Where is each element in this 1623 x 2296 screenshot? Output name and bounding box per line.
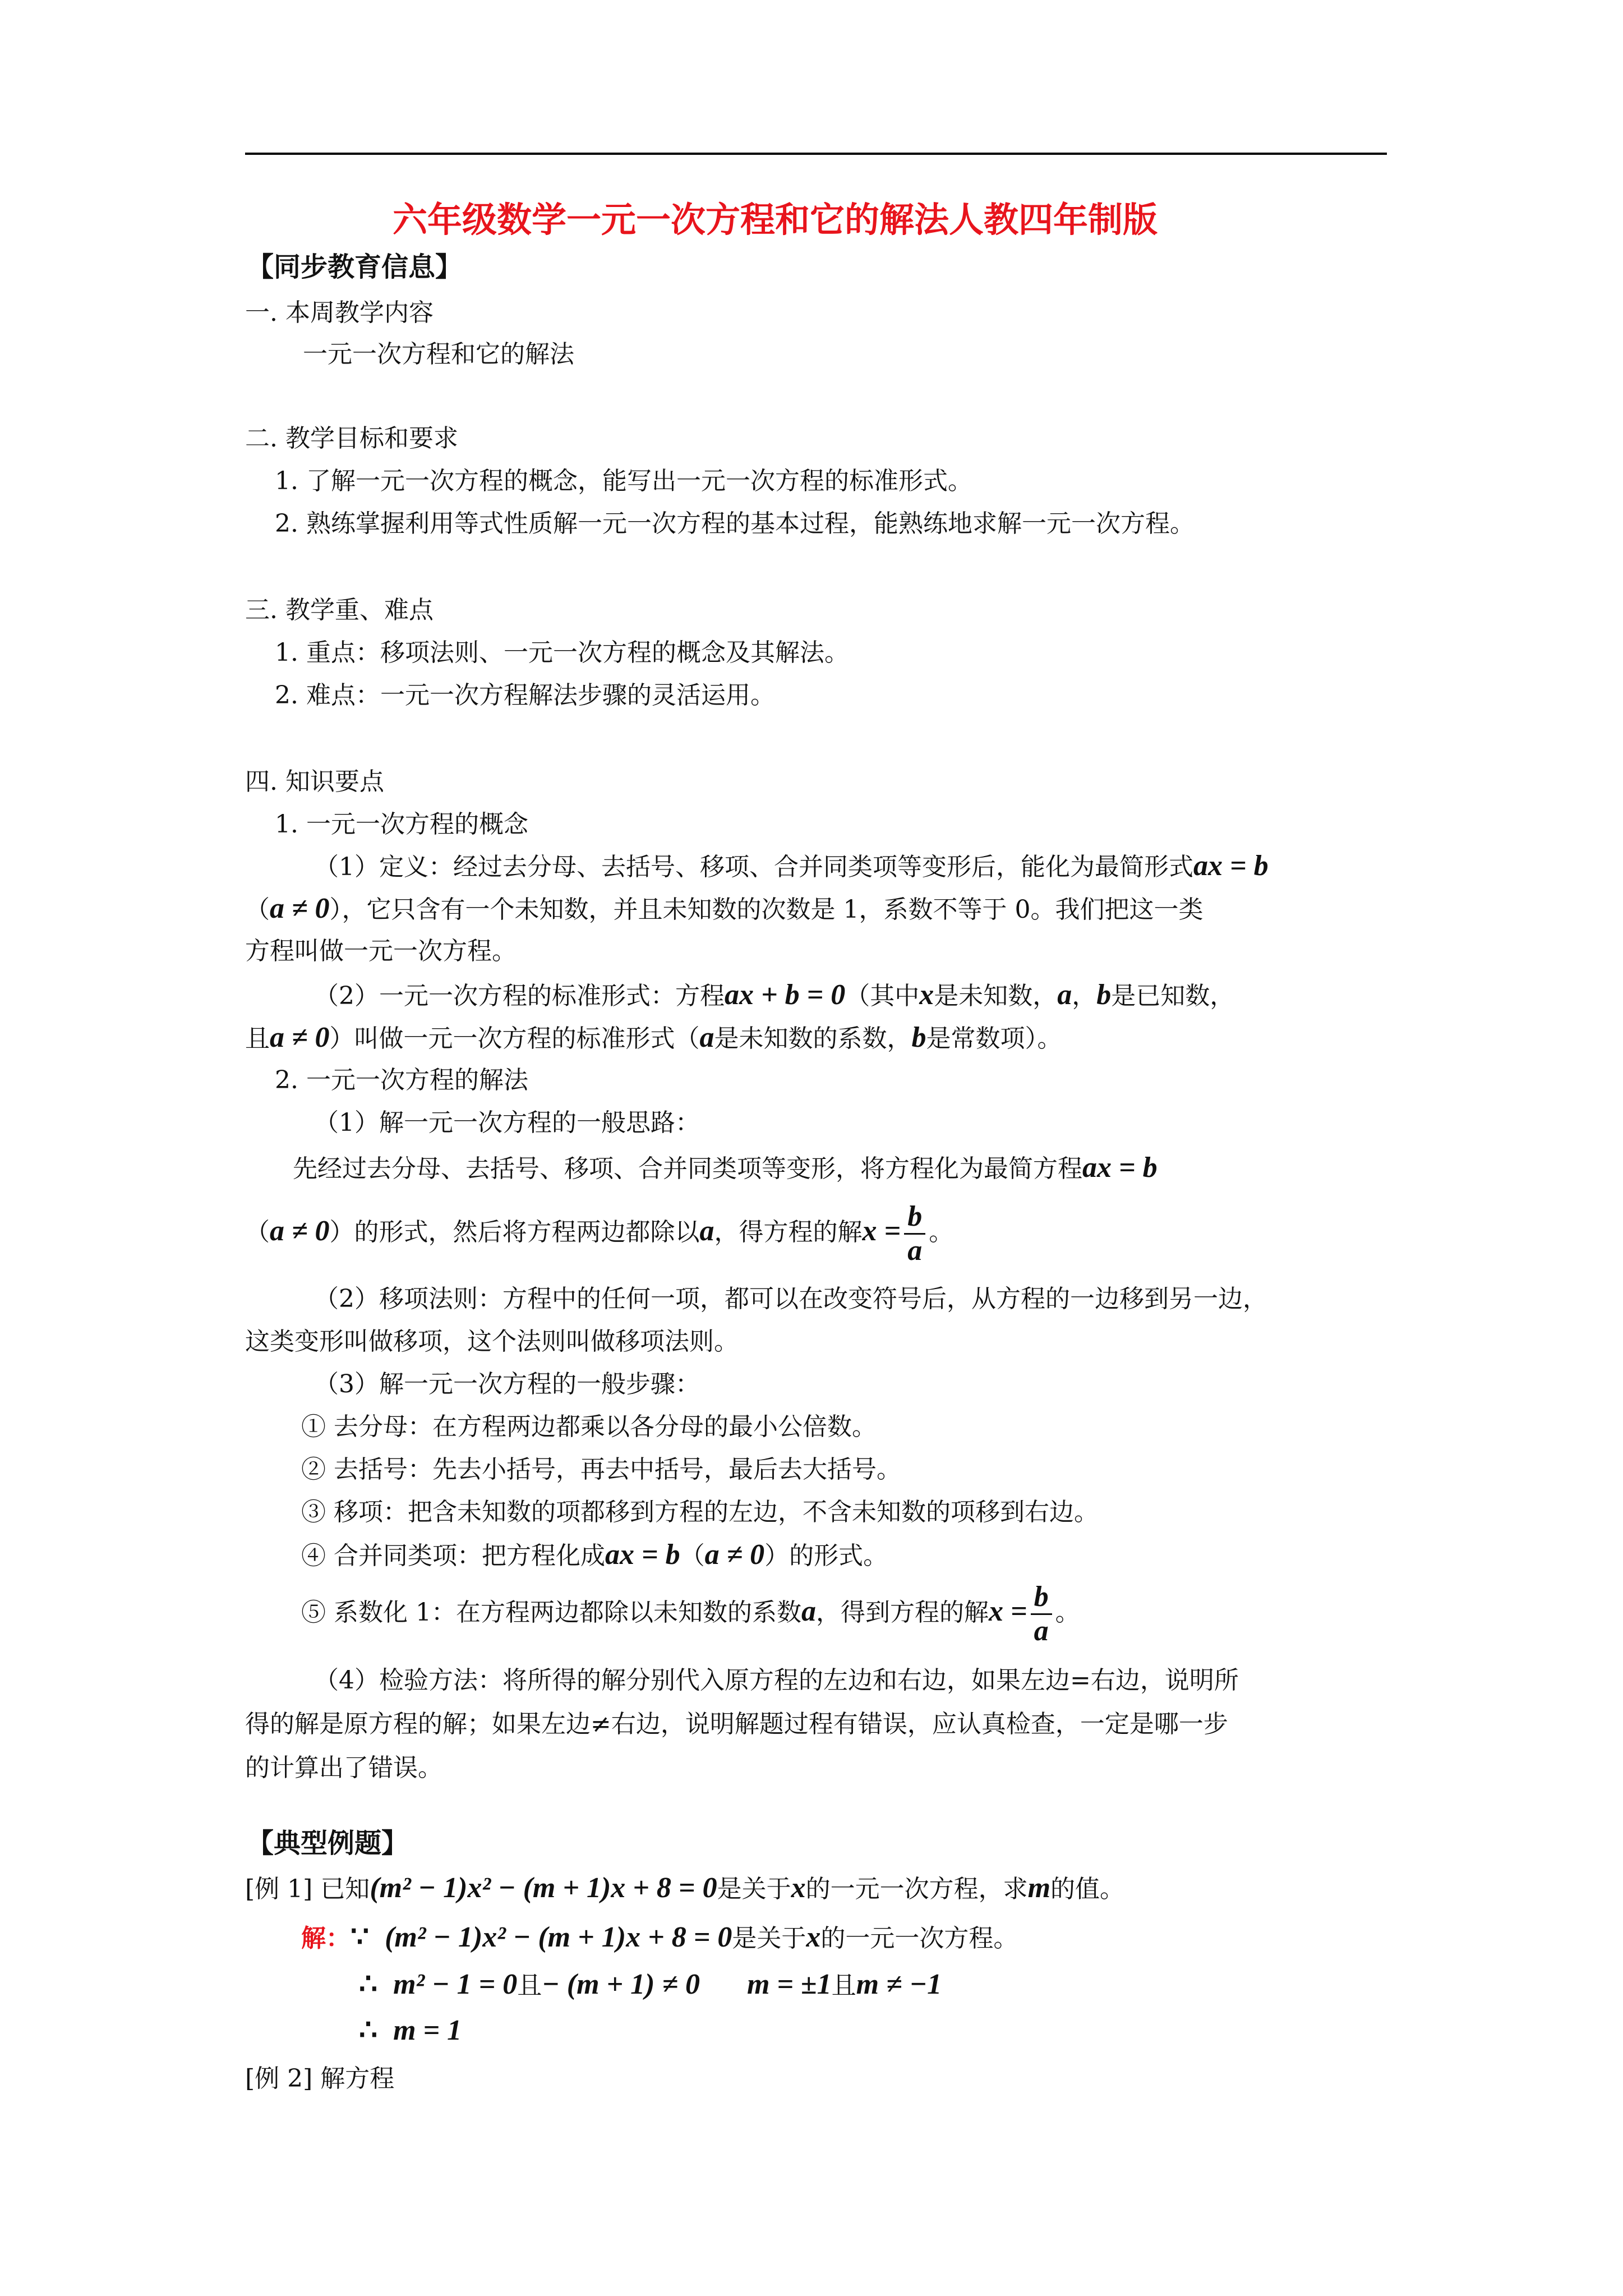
approach-line-1: 先经过去分母、去括号、移项、合并同类项等变形，将方程化为最简方程ax = b <box>293 1152 1158 1184</box>
definition-line-2: （a ≠ 0），它只含有一个未知数，并且未知数的次数是 1，系数不等于 0。我们把这一类 <box>245 892 1204 924</box>
section-2-item-2: 2. 熟练掌握利用等式性质解一元一次方程的基本过程，能熟练地求解一元一次方程。 <box>275 509 1195 538</box>
step-2: ② 去括号：先去小括号，再去中括号，最后去大括号。 <box>301 1455 901 1484</box>
step-5: ⑤ 系数化 1：在方程两边都除以未知数的系数a，得到方程的解x = $\frac{b}{a}$ 。 <box>301 1581 1080 1647</box>
condition-a-nonzero: a ≠ 0 <box>270 892 330 924</box>
approach-label: （1）解一元一次方程的一般思路： <box>314 1108 700 1137</box>
section-3-item-2: 2. 难点：一元一次方程解法步骤的灵活运用。 <box>275 681 775 710</box>
step-3: ③ 移项：把含未知数的项都移到方程的左边，不含未知数的项移到右边。 <box>301 1498 1099 1526</box>
examples-header: 【典型例题】 <box>247 1828 409 1859</box>
fraction-b-over-a: $\frac{b}{a}$ <box>904 1200 925 1267</box>
section-1-heading: 一. 本周教学内容 <box>245 298 434 327</box>
example-2: [例 2] 解方程 <box>245 2064 395 2093</box>
section-3-heading: 三. 教学重、难点 <box>245 596 434 624</box>
check-line-3: 的计算出了错误。 <box>245 1754 442 1782</box>
solution-1-line-1: 解：∵ (m² − 1)x² − (m + 1)x + 8 = 0是关于x的一元一次方程。 <box>301 1921 1018 1953</box>
solution-1-line-2: ∴ m² − 1 = 0且− (m + 1) ≠ 0 m = ±1且m ≠ −1 <box>359 1968 942 2000</box>
standard-form-line-2: 且a ≠ 0）叫做一元一次方程的标准形式（a是未知数的系数，b是常数项）。 <box>245 1022 1062 1053</box>
section-1-content: 一元一次方程和它的解法 <box>303 340 574 369</box>
step-4: ④ 合并同类项：把方程化成ax = b（a ≠ 0）的形式。 <box>301 1539 888 1571</box>
approach-line-2: （a ≠ 0）的形式，然后将方程两边都除以a，得方程的解x = $\frac{b}{a}$ 。 <box>245 1200 954 1267</box>
transpose-line-1: （2）移项法则：方程中的任何一项，都可以在改变符号后，从方程的一边移到另一边， <box>314 1285 1267 1313</box>
formula-ax-plus-b: ax + b = 0 <box>725 979 846 1011</box>
solution-1-line-3: ∴ m = 1 <box>359 2014 462 2046</box>
section-2-item-1: 1. 了解一元一次方程的概念，能写出一元一次方程的标准形式。 <box>275 467 972 495</box>
definition-line-1: （1）定义：经过去分母、去括号、移项、合并同类项等变形后，能化为最简形式ax = b <box>314 850 1269 882</box>
step-1: ① 去分母：在方程两边都乘以各分母的最小公倍数。 <box>301 1412 877 1441</box>
example-1: [例 1] 已知(m² − 1)x² − (m + 1)x + 8 = 0是关于x的一元一次方程，求m的值。 <box>245 1872 1125 1904</box>
concept-subheading: 1. 一元一次方程的概念 <box>275 810 528 839</box>
top-rule <box>245 153 1387 155</box>
solution-subheading: 2. 一元一次方程的解法 <box>275 1066 528 1094</box>
steps-label: （3）解一元一次方程的一般步骤： <box>314 1370 700 1398</box>
solution-label: 解： <box>301 1924 351 1953</box>
sync-info-header: 【同步教育信息】 <box>247 251 463 283</box>
section-4-heading: 四. 知识要点 <box>245 767 384 796</box>
definition-line-3: 方程叫做一元一次方程。 <box>245 937 517 965</box>
standard-form-line-1: （2）一元一次方程的标准形式：方程ax + b = 0（其中x是未知数，a，b是已知数， <box>314 979 1235 1011</box>
check-line-1: （4）检验方法：将所得的解分别代入原方程的左边和右边，如果左边=右边，说明所 <box>314 1666 1239 1695</box>
transpose-line-2: 这类变形叫做移项，这个法则叫做移项法则。 <box>245 1327 739 1356</box>
section-3-item-1: 1. 重点：移项法则、一元一次方程的概念及其解法。 <box>275 638 849 667</box>
check-line-2: 得的解是原方程的解；如果左边≠右边，说明解题过程有错误，应认真检查，一定是哪一步 <box>245 1710 1228 1738</box>
formula-ax-b: ax = b <box>1193 850 1269 882</box>
section-2-heading: 二. 教学目标和要求 <box>245 424 458 453</box>
example-1-equation: (m² − 1)x² − (m + 1)x + 8 = 0 <box>370 1872 717 1904</box>
page-title: 六年级数学一元一次方程和它的解法人教四年制版 <box>393 199 1158 240</box>
fraction-b-over-a-2: $\frac{b}{a}$ <box>1031 1581 1052 1648</box>
